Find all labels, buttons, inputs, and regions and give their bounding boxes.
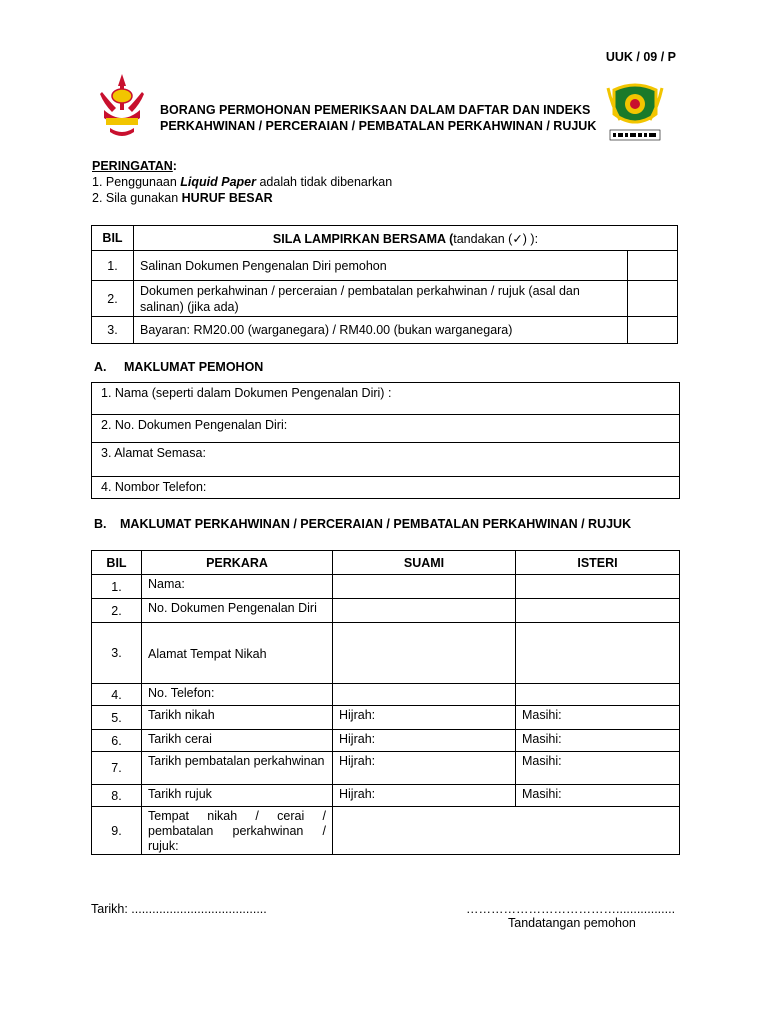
table-row (92, 599, 680, 623)
warning-item-2 (92, 190, 392, 206)
royal-crest-logo (94, 72, 150, 142)
attachment-checkbox[interactable] (628, 317, 678, 344)
suami-field[interactable] (333, 684, 516, 706)
row-perkara: Tarikh cerai (142, 730, 333, 752)
row-perkara: No. Telefon: (142, 684, 333, 706)
col-bil: BIL (92, 226, 134, 251)
isteri-field[interactable] (516, 623, 680, 684)
isteri-field[interactable] (516, 684, 680, 706)
attachment-checkbox[interactable] (628, 251, 678, 281)
warning-item-1 (92, 174, 392, 190)
place-field[interactable] (333, 807, 680, 855)
section-a-title: MAKLUMAT PEMOHON (124, 360, 264, 374)
suami-field[interactable]: Hijrah: (333, 730, 516, 752)
isteri-field[interactable]: Masihi: (516, 752, 680, 785)
attachment-checkbox[interactable] (628, 281, 678, 317)
section-a-heading (94, 360, 263, 374)
isteri-field[interactable]: Masihi: (516, 706, 680, 730)
col-perkara: PERKARA (142, 551, 333, 575)
table-row (92, 752, 680, 785)
row-bil: 7. (92, 752, 142, 785)
row-bil: 9. (92, 807, 142, 855)
row-perkara: Tarikh nikah (142, 706, 333, 730)
table-row (92, 730, 680, 752)
suami-field[interactable] (333, 623, 516, 684)
marriage-table (91, 550, 680, 855)
isteri-field[interactable]: Masihi: (516, 785, 680, 807)
attachment-bil: 3. (92, 317, 134, 344)
warning-item-2-prefix: 2. Sila gunakan (92, 191, 182, 205)
applicant-phone-field[interactable]: 4. Nombor Telefon: (92, 477, 680, 499)
row-perkara: Tarikh pembatalan perkahwinan (142, 752, 333, 785)
table-row (92, 684, 680, 706)
attachment-text: Salinan Dokumen Pengenalan Diri pemohon (134, 251, 628, 281)
row-perkara: Tarikh rujuk (142, 785, 333, 807)
row-perkara: Alamat Tempat Nikah (142, 623, 333, 684)
row-perkara: Nama: (142, 575, 333, 599)
warning-item-1-emph: Liquid Paper (180, 175, 256, 189)
attachment-text: Bayaran: RM20.00 (warganegara) / RM40.00 (bukan warganegara) (134, 317, 628, 344)
suami-field[interactable] (333, 575, 516, 599)
isteri-field[interactable] (516, 575, 680, 599)
suami-field[interactable]: Hijrah: (333, 752, 516, 785)
attachment-row (92, 251, 678, 281)
attachment-row (92, 317, 678, 344)
section-a-letter: A. (94, 360, 107, 374)
row-perkara: Tempat nikah / cerai / pembatalan perkahwinan / rujuk: (142, 807, 333, 855)
form-title (160, 102, 596, 134)
section-b-heading (94, 517, 631, 531)
title-line-2: PERKAHWINAN / PERCERAIAN / PEMBATALAN PERKAHWINAN / RUJUK (160, 119, 597, 133)
table-row (92, 706, 680, 730)
row-bil: 6. (92, 730, 142, 752)
warning-heading-colon: : (172, 159, 177, 173)
title-line-1: BORANG PERMOHONAN PEMERIKSAAN DALAM DAFTAR DAN INDEKS (160, 103, 591, 117)
warning-block (92, 158, 392, 206)
signature-line[interactable]: ………………………………................. (466, 902, 676, 916)
attachment-bil: 1. (92, 251, 134, 281)
suami-field[interactable] (333, 599, 516, 623)
row-bil: 4. (92, 684, 142, 706)
col-suami: SUAMI (333, 551, 516, 575)
isteri-field[interactable]: Masihi: (516, 730, 680, 752)
warning-item-1-prefix: 1. Penggunaan (92, 175, 181, 189)
form-code: UUK / 09 / P (605, 50, 676, 64)
col-isteri: ISTERI (516, 551, 680, 575)
signature-label: Tandatangan pemohon (508, 916, 636, 930)
applicant-table (91, 382, 680, 499)
row-bil: 5. (92, 706, 142, 730)
section-b-letter: B. (94, 517, 107, 531)
date-field[interactable]: Tarikh: ....................................... (91, 902, 267, 916)
warning-item-1-suffix: adalah tidak dibenarkan (255, 175, 393, 189)
attachment-text: Dokumen perkahwinan / perceraian / pembatalan perkahwinan / rujuk (asal dan salinan) (jika ada) (134, 281, 628, 317)
table-row (92, 807, 680, 855)
table-row (92, 785, 680, 807)
row-perkara: No. Dokumen Pengenalan Diri (142, 599, 333, 623)
warning-item-2-emph: HURUF BESAR (181, 191, 273, 205)
isteri-field[interactable] (516, 599, 680, 623)
attachment-bil: 2. (92, 281, 134, 317)
row-bil: 1. (92, 575, 142, 599)
col-bil: BIL (92, 551, 142, 575)
applicant-name-field[interactable]: 1. Nama (seperti dalam Dokumen Pengenalan Diri) : (92, 383, 680, 415)
state-emblem-logo (604, 80, 666, 146)
row-bil: 2. (92, 599, 142, 623)
attachments-table (91, 225, 678, 344)
col-attachments (134, 226, 678, 251)
suami-field[interactable]: Hijrah: (333, 706, 516, 730)
col-attachments-note: tandakan (✓) ): (453, 231, 539, 246)
warning-heading: PERINGATAN (92, 159, 173, 173)
attachment-row (92, 281, 678, 317)
table-row (92, 623, 680, 684)
table-row (92, 575, 680, 599)
row-bil: 8. (92, 785, 142, 807)
row-bil: 3. (92, 623, 142, 684)
applicant-address-field[interactable]: 3. Alamat Semasa: (92, 443, 680, 477)
applicant-id-field[interactable]: 2. No. Dokumen Pengenalan Diri: (92, 415, 680, 443)
suami-field[interactable]: Hijrah: (333, 785, 516, 807)
col-attachments-bold: SILA LAMPIRKAN BERSAMA ( (272, 231, 454, 246)
section-b-title: MAKLUMAT PERKAHWINAN / PERCERAIAN / PEMBATALAN PERKAHWINAN / RUJUK (120, 517, 632, 531)
